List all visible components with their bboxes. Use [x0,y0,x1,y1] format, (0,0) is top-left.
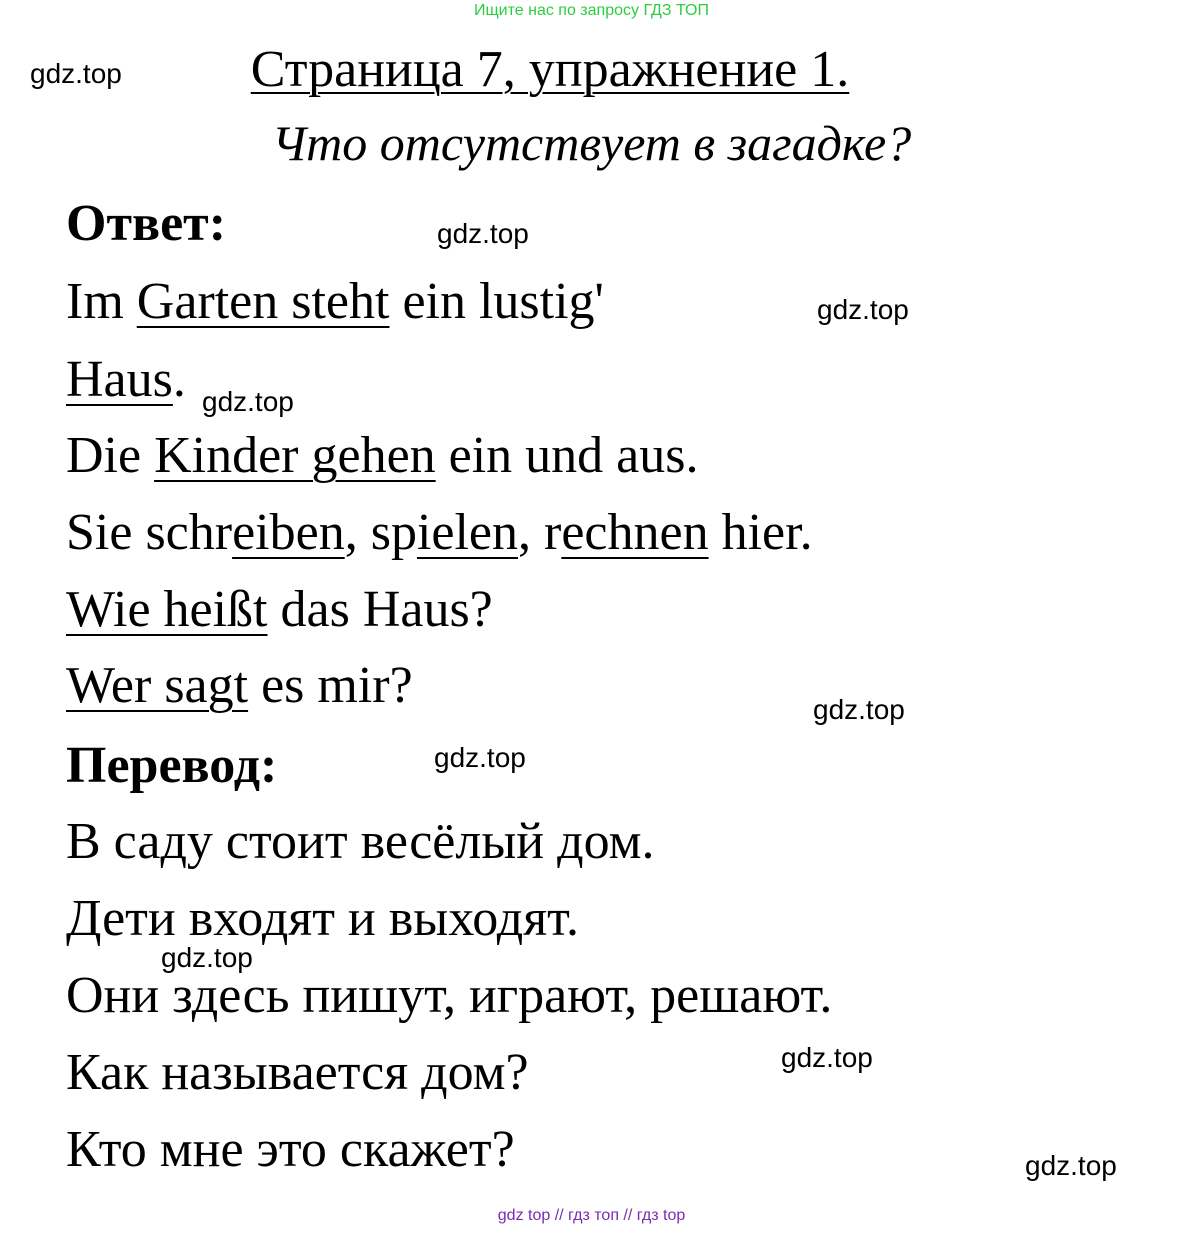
watermark: gdz.top [30,58,122,89]
answer-heading: Ответ: [66,195,227,252]
exercise-question: Что отсутствует в загадке? [271,115,912,171]
footer-links: gdz top // гдз топ // гдз top [497,1207,686,1224]
russian-line-3: Они здесь пишут, играют, решают. [66,967,833,1024]
german-line-3: Die Kinder gehen ein und aus. [66,427,699,484]
german-line-5: Wie heißt das Haus? [66,581,493,638]
german-line-1: Im Garten steht ein lustig' [66,273,604,330]
watermark: gdz.top [813,694,905,725]
german-line-2: Haus. [66,351,186,408]
page-title: Страница 7, упражнение 1. [250,41,850,98]
translation-heading: Перевод: [66,737,278,794]
watermark: gdz.top [1025,1150,1117,1181]
watermark: gdz.top [434,742,526,773]
watermark: gdz.top [781,1042,873,1073]
watermark: gdz.top [161,942,253,973]
russian-line-1: В саду стоит весёлый дом. [66,813,655,870]
top-banner: Ищите нас по запросу ГДЗ ТОП [474,2,709,19]
watermark: gdz.top [437,218,529,249]
watermark: gdz.top [202,386,294,417]
watermark: gdz.top [817,294,909,325]
russian-line-2: Дети входят и выходят. [66,890,579,947]
german-line-4: Sie schreiben, spielen, rechnen hier. [66,504,813,561]
russian-line-4: Как называется дом? [66,1044,529,1101]
german-line-6: Wer sagt es mir? [66,657,413,714]
russian-line-5: Кто мне это скажет? [66,1121,515,1178]
